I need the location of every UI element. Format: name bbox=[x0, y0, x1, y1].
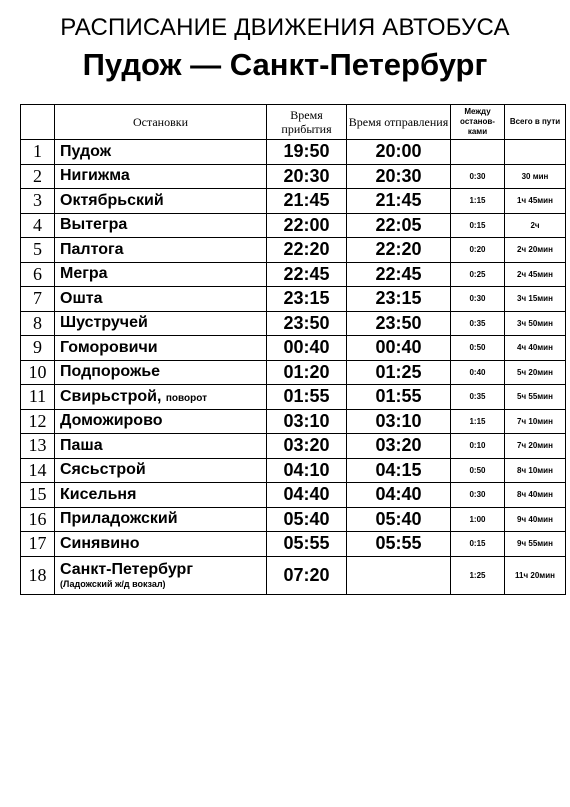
between-stops-time: 1:25 bbox=[451, 556, 505, 594]
table-row bbox=[21, 458, 566, 483]
between-stops-time: 1:15 bbox=[451, 409, 505, 434]
row-number: 12 bbox=[21, 409, 55, 434]
between-stops-time: 0:30 bbox=[451, 164, 505, 189]
stop-cell bbox=[55, 287, 267, 312]
between-stops-time: 0:20 bbox=[451, 238, 505, 263]
row-number: 3 bbox=[21, 189, 55, 214]
stop-name: Пудож bbox=[60, 142, 112, 160]
stop-name: Свирьстрой, bbox=[60, 387, 162, 405]
departure-time: 23:15 bbox=[347, 287, 451, 312]
stop-name: Синявино bbox=[60, 534, 140, 552]
between-stops-time: 0:30 bbox=[451, 483, 505, 508]
between-stops-time: 0:35 bbox=[451, 311, 505, 336]
stop-name: Палтога bbox=[60, 240, 124, 258]
total-time: 2ч bbox=[505, 213, 566, 238]
stop-cell bbox=[55, 238, 267, 263]
table-row bbox=[21, 385, 566, 410]
total-time: 2ч 20мин bbox=[505, 238, 566, 263]
table-row bbox=[21, 556, 566, 594]
total-time: 9ч 40мин bbox=[505, 507, 566, 532]
row-number: 10 bbox=[21, 360, 55, 385]
table-row bbox=[21, 140, 566, 165]
schedule-table bbox=[20, 104, 566, 595]
row-number: 14 bbox=[21, 458, 55, 483]
stop-name: Приладожский bbox=[60, 510, 178, 528]
table-row bbox=[21, 532, 566, 557]
between-stops-time bbox=[451, 140, 505, 165]
stop-name: Гоморовичи bbox=[60, 338, 158, 356]
stop-name: Октябрьский bbox=[60, 191, 164, 209]
arrival-time: 19:50 bbox=[267, 140, 347, 165]
table-row bbox=[21, 360, 566, 385]
departure-time: 22:45 bbox=[347, 262, 451, 287]
arrival-time: 00:40 bbox=[267, 336, 347, 361]
arrival-time: 05:55 bbox=[267, 532, 347, 557]
stop-cell bbox=[55, 507, 267, 532]
stop-subtitle: (Ладожский ж/д вокзал) bbox=[60, 579, 166, 589]
stop-cell bbox=[55, 434, 267, 459]
arrival-time: 23:50 bbox=[267, 311, 347, 336]
row-number: 2 bbox=[21, 164, 55, 189]
header-arrival: Время прибытия bbox=[267, 105, 347, 140]
between-stops-time: 1:00 bbox=[451, 507, 505, 532]
row-number: 5 bbox=[21, 238, 55, 263]
stop-name: Санкт-Петербург bbox=[60, 561, 193, 578]
departure-time: 03:20 bbox=[347, 434, 451, 459]
between-stops-time: 0:15 bbox=[451, 532, 505, 557]
total-time: 11ч 20мин bbox=[505, 556, 566, 594]
header-total-time: Всего в пути bbox=[505, 105, 566, 140]
between-stops-time: 0:30 bbox=[451, 287, 505, 312]
arrival-time: 04:10 bbox=[267, 458, 347, 483]
departure-time: 03:10 bbox=[347, 409, 451, 434]
stop-name: Мегра bbox=[60, 265, 108, 283]
stop-name: Вытегра bbox=[60, 216, 128, 234]
departure-time: 04:40 bbox=[347, 483, 451, 508]
stop-cell bbox=[55, 556, 267, 594]
table-row bbox=[21, 189, 566, 214]
departure-time: 05:40 bbox=[347, 507, 451, 532]
route-title: Пудож — Санкт-Петербург bbox=[82, 47, 488, 82]
departure-time: 01:55 bbox=[347, 385, 451, 410]
total-time: 30 мин bbox=[505, 164, 566, 189]
between-stops-time: 0:15 bbox=[451, 213, 505, 238]
table-row bbox=[21, 311, 566, 336]
stop-name: Сясьстрой bbox=[60, 461, 146, 479]
total-time: 5ч 20мин bbox=[505, 360, 566, 385]
table-row bbox=[21, 434, 566, 459]
departure-time bbox=[347, 556, 451, 594]
stop-cell bbox=[55, 385, 267, 410]
row-number: 7 bbox=[21, 287, 55, 312]
arrival-time: 01:55 bbox=[267, 385, 347, 410]
departure-time: 05:55 bbox=[347, 532, 451, 557]
table-row bbox=[21, 262, 566, 287]
departure-time: 22:20 bbox=[347, 238, 451, 263]
header-between-stops: Между останов-ками bbox=[451, 105, 505, 140]
total-time: 9ч 55мин bbox=[505, 532, 566, 557]
row-number: 6 bbox=[21, 262, 55, 287]
row-number: 17 bbox=[21, 532, 55, 557]
stop-cell bbox=[55, 360, 267, 385]
stop-name: Шустручей bbox=[60, 314, 148, 332]
table-row bbox=[21, 336, 566, 361]
table-row bbox=[21, 507, 566, 532]
row-number: 13 bbox=[21, 434, 55, 459]
arrival-time: 04:40 bbox=[267, 483, 347, 508]
stop-cell bbox=[55, 189, 267, 214]
stop-cell bbox=[55, 213, 267, 238]
stop-name: Доможирово bbox=[60, 412, 163, 430]
stop-note: поворот bbox=[165, 392, 207, 404]
arrival-time: 01:20 bbox=[267, 360, 347, 385]
between-stops-time: 0:50 bbox=[451, 458, 505, 483]
between-stops-time: 0:10 bbox=[451, 434, 505, 459]
arrival-time: 20:30 bbox=[267, 164, 347, 189]
arrival-time: 22:00 bbox=[267, 213, 347, 238]
table-header-row bbox=[21, 105, 566, 140]
stop-cell bbox=[55, 336, 267, 361]
arrival-time: 07:20 bbox=[267, 556, 347, 594]
total-time: 7ч 10мин bbox=[505, 409, 566, 434]
stop-cell bbox=[55, 140, 267, 165]
departure-time: 04:15 bbox=[347, 458, 451, 483]
schedule-title: РАСПИСАНИЕ ДВИЖЕНИЯ АВТОБУСА bbox=[60, 14, 510, 41]
row-number: 9 bbox=[21, 336, 55, 361]
arrival-time: 23:15 bbox=[267, 287, 347, 312]
stop-cell bbox=[55, 483, 267, 508]
arrival-time: 22:20 bbox=[267, 238, 347, 263]
header-stops: Остановки bbox=[55, 105, 267, 140]
departure-time: 20:00 bbox=[347, 140, 451, 165]
stop-name: Ошта bbox=[60, 289, 103, 307]
stop-cell bbox=[55, 532, 267, 557]
total-time: 3ч 50мин bbox=[505, 311, 566, 336]
header-number bbox=[21, 105, 55, 140]
row-number: 15 bbox=[21, 483, 55, 508]
departure-time: 00:40 bbox=[347, 336, 451, 361]
total-time: 5ч 55мин bbox=[505, 385, 566, 410]
total-time: 4ч 40мин bbox=[505, 336, 566, 361]
between-stops-time: 1:15 bbox=[451, 189, 505, 214]
table-row bbox=[21, 483, 566, 508]
total-time: 2ч 45мин bbox=[505, 262, 566, 287]
departure-time: 21:45 bbox=[347, 189, 451, 214]
stop-name: Нигижма bbox=[60, 167, 130, 185]
departure-time: 22:05 bbox=[347, 213, 451, 238]
total-time: 8ч 10мин bbox=[505, 458, 566, 483]
arrival-time: 03:20 bbox=[267, 434, 347, 459]
row-number: 4 bbox=[21, 213, 55, 238]
arrival-time: 03:10 bbox=[267, 409, 347, 434]
stop-cell bbox=[55, 409, 267, 434]
departure-time: 01:25 bbox=[347, 360, 451, 385]
table-row bbox=[21, 213, 566, 238]
table-row bbox=[21, 238, 566, 263]
arrival-time: 05:40 bbox=[267, 507, 347, 532]
row-number: 1 bbox=[21, 140, 55, 165]
total-time: 1ч 45мин bbox=[505, 189, 566, 214]
between-stops-time: 0:35 bbox=[451, 385, 505, 410]
departure-time: 20:30 bbox=[347, 164, 451, 189]
between-stops-time: 0:40 bbox=[451, 360, 505, 385]
total-time: 3ч 15мин bbox=[505, 287, 566, 312]
row-number: 8 bbox=[21, 311, 55, 336]
stop-cell bbox=[55, 458, 267, 483]
row-number: 16 bbox=[21, 507, 55, 532]
table-row bbox=[21, 409, 566, 434]
arrival-time: 21:45 bbox=[267, 189, 347, 214]
stop-name: Кисельня bbox=[60, 485, 137, 503]
stop-cell bbox=[55, 262, 267, 287]
total-time bbox=[505, 140, 566, 165]
stop-name: Подпорожье bbox=[60, 363, 161, 381]
table-row bbox=[21, 164, 566, 189]
departure-time: 23:50 bbox=[347, 311, 451, 336]
arrival-time: 22:45 bbox=[267, 262, 347, 287]
stop-cell bbox=[55, 311, 267, 336]
stop-cell bbox=[55, 164, 267, 189]
table-row bbox=[21, 287, 566, 312]
stop-name: Паша bbox=[60, 436, 103, 454]
row-number: 11 bbox=[21, 385, 55, 410]
between-stops-time: 0:50 bbox=[451, 336, 505, 361]
total-time: 7ч 20мин bbox=[505, 434, 566, 459]
total-time: 8ч 40мин bbox=[505, 483, 566, 508]
between-stops-time: 0:25 bbox=[451, 262, 505, 287]
row-number: 18 bbox=[21, 556, 55, 594]
header-departure: Время отправления bbox=[347, 105, 451, 140]
